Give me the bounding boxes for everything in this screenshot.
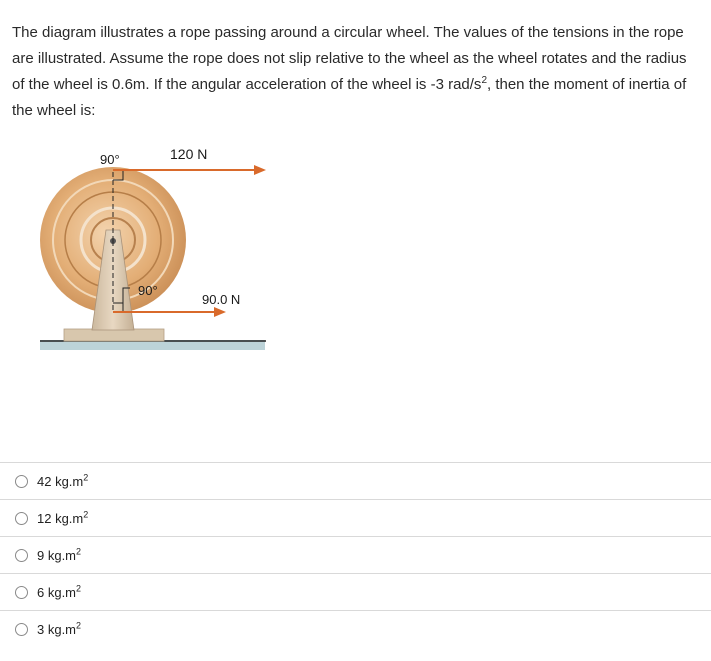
top-angle-label: 90° (100, 152, 120, 167)
top-tension-arrowhead (254, 165, 266, 175)
radio-button[interactable] (15, 512, 28, 525)
bottom-angle-label: 90° (138, 283, 158, 298)
question-part1: The diagram illustrates a rope passing around a circular wheel. The values of the tensions in the rope are illustrated. Assume the rope does not slip relative to the wheel as the wheel rotates and the radius of the wheel is 0.6m. If the angular acceleration of the wheel is -3 rad/s (12, 24, 687, 93)
bottom-tension-label: 90.0 N (202, 292, 241, 307)
bottom-tension-arrowhead (214, 307, 226, 317)
radio-button[interactable] (15, 586, 28, 599)
radio-button[interactable] (15, 475, 28, 488)
option-label: 42 $kg.m^2$ (37, 472, 89, 489)
top-tension-label: 120 N (170, 146, 208, 162)
option-0[interactable] (0, 462, 711, 499)
question-exponent: 2 (481, 75, 487, 86)
option-3[interactable] (0, 573, 711, 610)
option-label: 12 $kg.m^2$ (37, 509, 89, 526)
option-label: 9 $kg.m^2$ (37, 546, 82, 563)
option-2[interactable] (0, 536, 711, 573)
option-1[interactable] (0, 499, 711, 536)
radio-button[interactable] (15, 549, 28, 562)
radio-button[interactable] (15, 623, 28, 636)
answer-options (0, 462, 711, 647)
option-label: 6 $kg.m^2$ (37, 583, 82, 600)
wheel-diagram-svg (30, 140, 280, 360)
wheel-diagram (30, 140, 280, 360)
stand-base (64, 329, 164, 341)
question-part2: , then the moment of inertia of the wheel is: (12, 76, 687, 119)
option-label: 3 $kg.m^2$ (37, 620, 82, 637)
question-text (12, 20, 702, 124)
option-4[interactable] (0, 610, 711, 647)
